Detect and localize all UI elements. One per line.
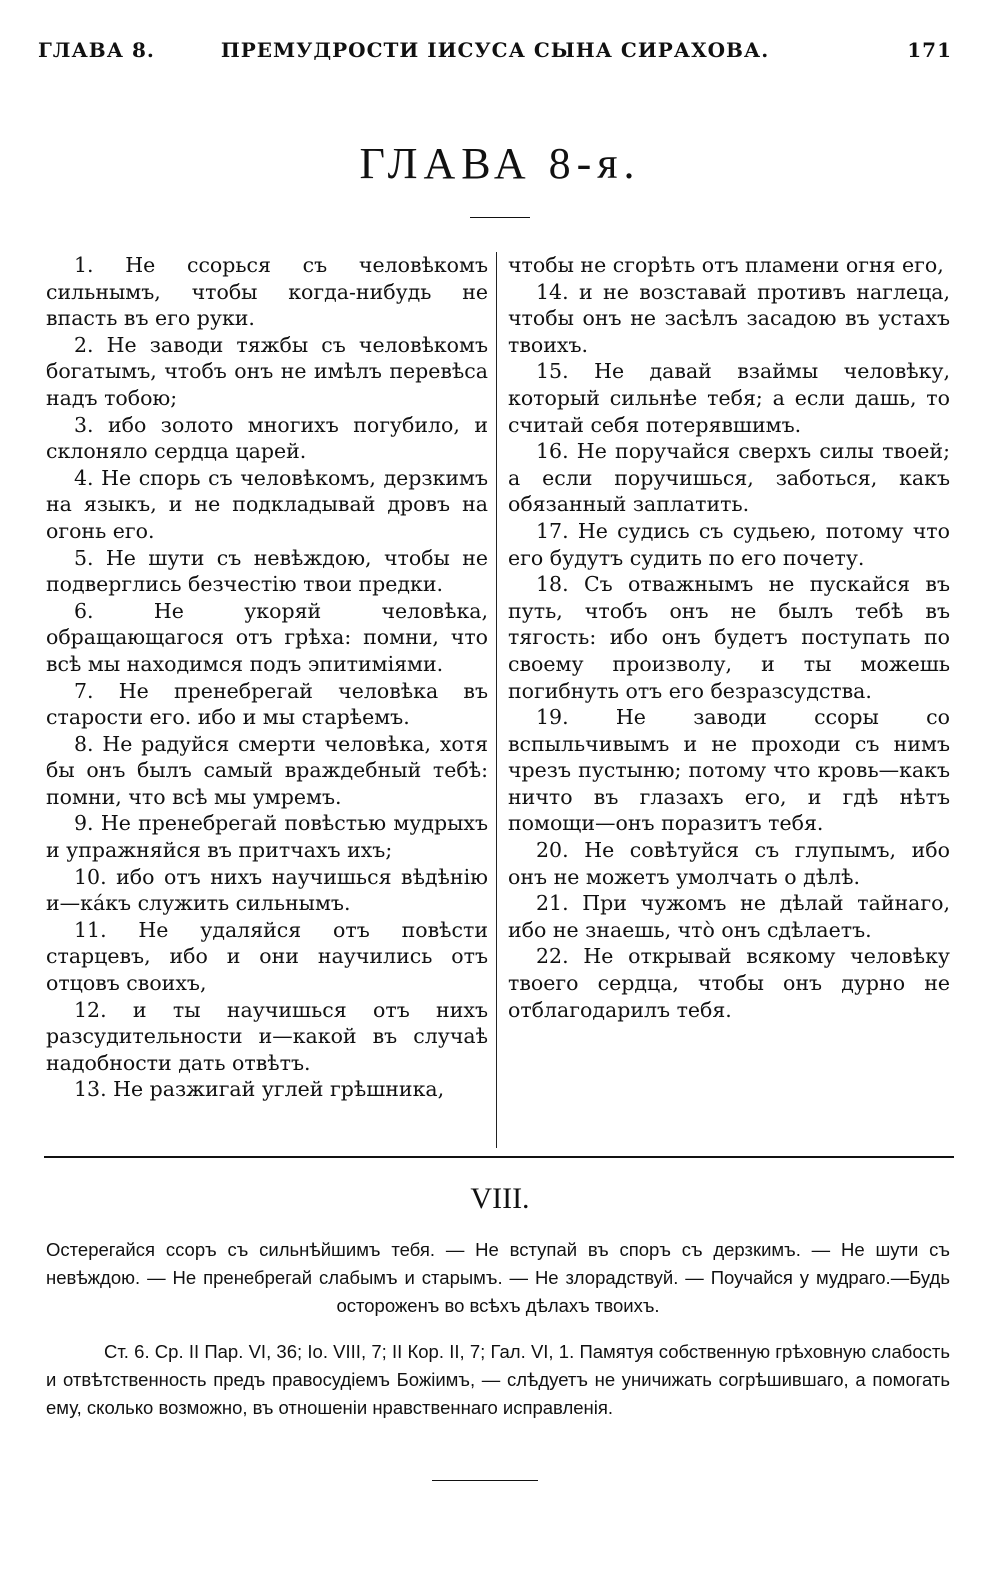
verse-19: 19. Не заводи ссоры со вспыльчивымъ и не проходи съ нимъ чрезъ пустыню; потому что кровь—какъ ничто въ глазахъ его, и гдѣ нѣтъ помощи—онъ поразитъ тебя. (508, 705, 950, 836)
column-divider (496, 252, 497, 1148)
verse-18: 18. Съ отважнымъ не пускайся въ путь, чтобъ онъ не былъ тебѣ въ тягость: ибо онъ будетъ поступать по своему произволу, и ты можешь погибнуть отъ его безразсудства. (508, 572, 950, 703)
left-column (46, 252, 488, 1103)
verse-21: 21. При чужомъ не дѣлай тайнаго, ибо не знаешь, что̀ онъ сдѣлаетъ. (508, 891, 950, 942)
right-column (508, 252, 950, 1023)
chapter-summary: Остерегайся ссоръ съ сильнѣйшимъ тебя. — Не вступай въ споръ съ дерзкимъ. — Не шути съ невѣждою. — Не пренебрегай слабымъ и старымъ. — Не злорадствуй. — Поучайся у мудраго.—Будь остороженъ во всѣхъ дѣлахъ твоихъ. (46, 1239, 950, 1316)
bottom-rule (432, 1480, 538, 1481)
verse-3: 3. ибо золото многихъ погубило, и склоняло сердца царей. (46, 412, 488, 464)
verse-6: 6. Не укоряй человѣка, обращающагося отъ грѣха: помни, что всѣ мы находимся подъ эпитиміями. (46, 598, 488, 676)
verse-5: 5. Не шути съ невѣждою, чтобы не подверглись безчестію твои предки. (46, 545, 488, 597)
verse-8: 8. Не радуйся смерти человѣка, хотя бы онъ былъ самый враждебный тебѣ: помни, что всѣ мы умремъ. (46, 731, 488, 809)
page-number: 171 (907, 38, 952, 62)
verse-columns (46, 252, 954, 1150)
verse-14: 14. и не возставай противъ наглеца, чтобы онъ не засѣлъ засадою въ устахъ твоихъ. (508, 279, 950, 357)
verse-12: 12. и ты научишься отъ нихъ разсудительности и—какой въ случаѣ надобности дать отвѣтъ. (46, 997, 488, 1075)
verse-9: 9. Не пренебрегай повѣстью мудрыхъ и упражняйся въ притчахъ ихъ; (46, 811, 488, 863)
verse-2: 2. Не заводи тяжбы съ человѣкомъ богатымъ, чтобъ онъ не имѣлъ перевѣса надъ тобою; (46, 332, 488, 410)
verse-1: 1. Не ссорься съ человѣкомъ сильнымъ, чтобы когда-нибудь не впасть въ его руки. (46, 253, 488, 331)
title-rule (470, 217, 530, 218)
verse-10: 10. ибо отъ нихъ научишься вѣдѣнію и—ка́къ служить сильнымъ. (46, 864, 488, 916)
verse-11: 11. Не удаляйся отъ повѣсти старцевъ, ибо и они научились отъ отцовъ своихъ, (46, 917, 488, 996)
verse-13-continuation: чтобы не сгорѣть отъ пламени огня его, (508, 253, 944, 277)
commentary-note: Ст. 6. Ср. II Пар. VI, 36; Іо. VIII, 7; II Кор. II, 7; Гал. VI, 1. Памятуя собственную грѣховную слабость и отвѣтственность предъ правосудіемъ Божіимъ, — слѣдуетъ не уничижать согрѣшившаго, а помогать ему, сколько возможно, въ отношеніи нравственнаго исправленія. (46, 1341, 950, 1418)
verse-7: 7. Не пренебрегай человѣка въ старости его. ибо и мы старѣемъ. (46, 678, 488, 730)
verse-17: 17. Не судись съ судьею, потому что его будутъ судить по его почету. (508, 518, 950, 570)
running-head-chapter: ГЛАВА 8. (38, 38, 155, 62)
verse-15: 15. Не давай взаймы человѣку, который сильнѣе тебя; а если дашь, то считай себя потерявшимъ. (508, 359, 950, 437)
verse-4: 4. Не спорь съ человѣкомъ, дерзкимъ на языкъ, и не подкладывай дровъ на огонь его. (46, 465, 488, 543)
running-head (38, 38, 952, 72)
section-rule (44, 1156, 954, 1158)
running-head-book-title: ПРЕМУДРОСТИ ІИСУСА СЫНА СИРАХОВА. (220, 38, 770, 62)
verse-20: 20. Не совѣтуйся съ глупымъ, ибо онъ не можетъ умолчать о дѣлѣ. (508, 838, 950, 889)
verse-22: 22. Не открывай всякому человѣку твоего сердца, чтобы онъ дурно не отблагодарилъ тебя. (508, 944, 950, 1022)
chapter-title: ГЛАВА 8-я. (359, 139, 641, 188)
section-numeral: VIII. (470, 1182, 530, 1215)
verse-16: 16. Не поручайся сверхъ силы твоей; а если поручишься, заботься, какъ обязанный заплатить. (508, 439, 950, 517)
verse-13: 13. Не разжигай углей грѣшника, (74, 1077, 445, 1102)
